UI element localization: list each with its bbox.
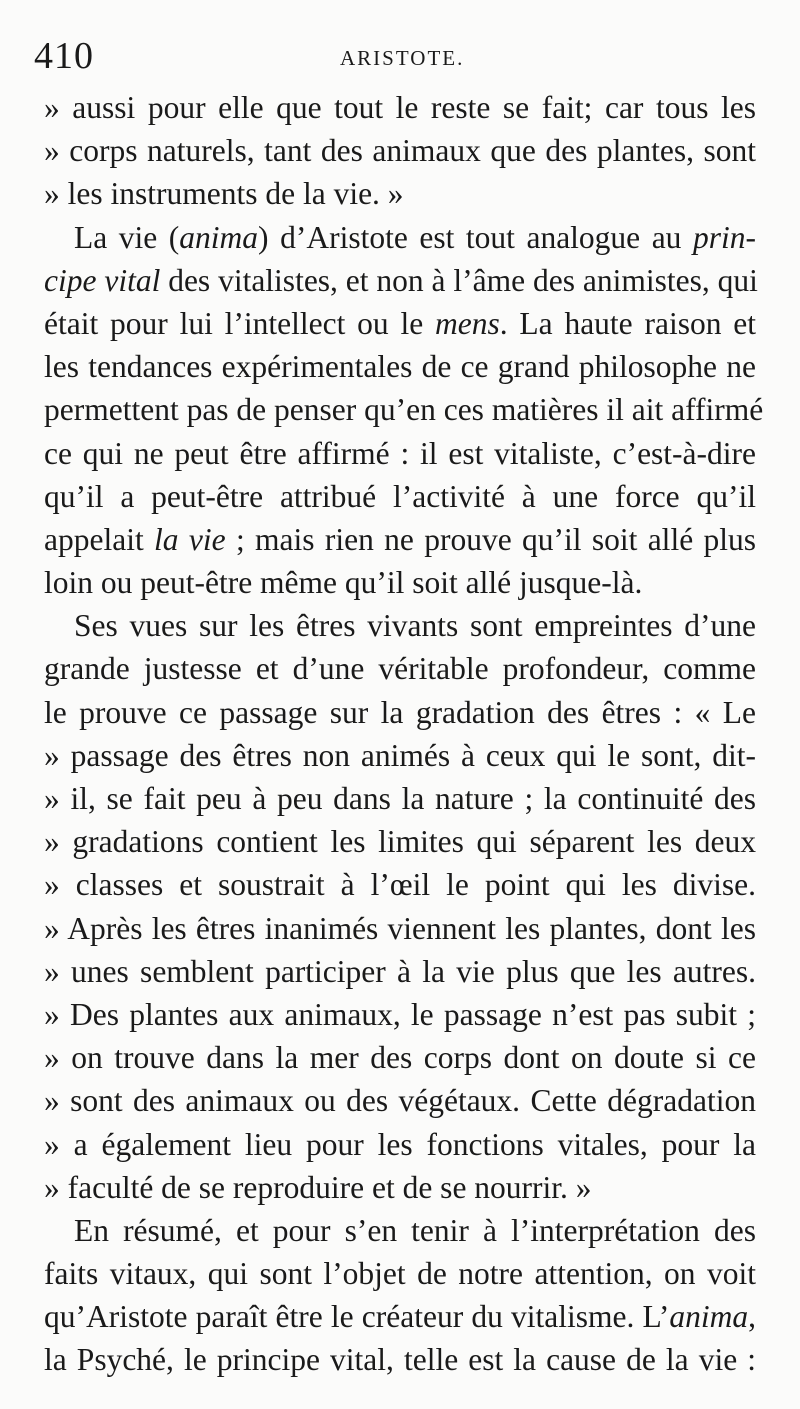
- page-header: [32, 28, 772, 78]
- body-text: [44, 86, 764, 1382]
- text-line: » faculté de se reproduire et de se nourrir. »: [44, 1169, 592, 1205]
- text-line: La vie (anima) d’Aristote est tout analogue au prin-: [74, 219, 756, 255]
- text-line: » aussi pour elle que tout le reste se fait; car tous les: [44, 90, 756, 125]
- text-line: » les instruments de la vie. »: [44, 176, 404, 212]
- text-line: » Après les êtres inanimés viennent les plantes, dont les: [44, 910, 756, 946]
- running-title: ARISTOTE.: [340, 46, 465, 70]
- text-line: » passage des êtres non animés à ceux qui le sont, dit-: [44, 737, 756, 773]
- text-line: grande justesse et d’une véritable profondeur, comme: [44, 651, 756, 687]
- text-line: loin ou peut-être même qu’il soit allé jusque-là.: [44, 565, 643, 601]
- text-line: permettent pas de penser qu’en ces matières il ait affirmé: [44, 392, 764, 428]
- text-line: cipe vital des vitalistes, et non à l’âme des animistes, qui: [44, 262, 758, 298]
- text-line: les tendances expérimentales de ce grand philosophe ne: [44, 349, 756, 385]
- text-line: » on trouve dans la mer des corps dont on doute si ce: [44, 1040, 756, 1076]
- text-line: » unes semblent participer à la vie plus que les autres.: [44, 953, 756, 989]
- text-line: qu’il a peut-être attribué l’activité à une force qu’il: [44, 478, 756, 514]
- text-line: » Des plantes aux animaux, le passage n’est pas subit ;: [44, 996, 756, 1032]
- text-line: ce qui ne peut être affirmé : il est vitaliste, c’est-à-dire: [44, 435, 756, 471]
- text-line: En résumé, et pour s’en tenir à l’interprétation des: [74, 1212, 756, 1248]
- text-line: le prouve ce passage sur la gradation des êtres : « Le: [44, 694, 756, 730]
- text-line: la Psyché, le principe vital, telle est la cause de la vie :: [44, 1342, 756, 1378]
- text-line: » corps naturels, tant des animaux que des plantes, sont: [44, 133, 756, 169]
- text-line: appelait la vie ; mais rien ne prouve qu’il soit allé plus: [44, 521, 757, 557]
- page-number: 410: [34, 35, 94, 77]
- text-line: Ses vues sur les êtres vivants sont empreintes d’une: [74, 608, 756, 644]
- text-line: » sont des animaux ou des végétaux. Cette dégradation: [44, 1083, 756, 1119]
- text-line: » gradations contient les limites qui séparent les deux: [44, 824, 756, 860]
- text-line: qu’Aristote paraît être le créateur du vitalisme. L’anima,: [44, 1299, 756, 1335]
- text-line: » classes et soustrait à l’œil le point qui les divise.: [44, 867, 756, 903]
- text-line: » a également lieu pour les fonctions vitales, pour la: [44, 1126, 756, 1162]
- text-line: faits vitaux, qui sont l’objet de notre attention, on voit: [44, 1256, 756, 1292]
- text-line: » il, se fait peu à peu dans la nature ; la continuité des: [44, 781, 756, 816]
- text-line: était pour lui l’intellect ou le mens. La haute raison et: [44, 305, 756, 341]
